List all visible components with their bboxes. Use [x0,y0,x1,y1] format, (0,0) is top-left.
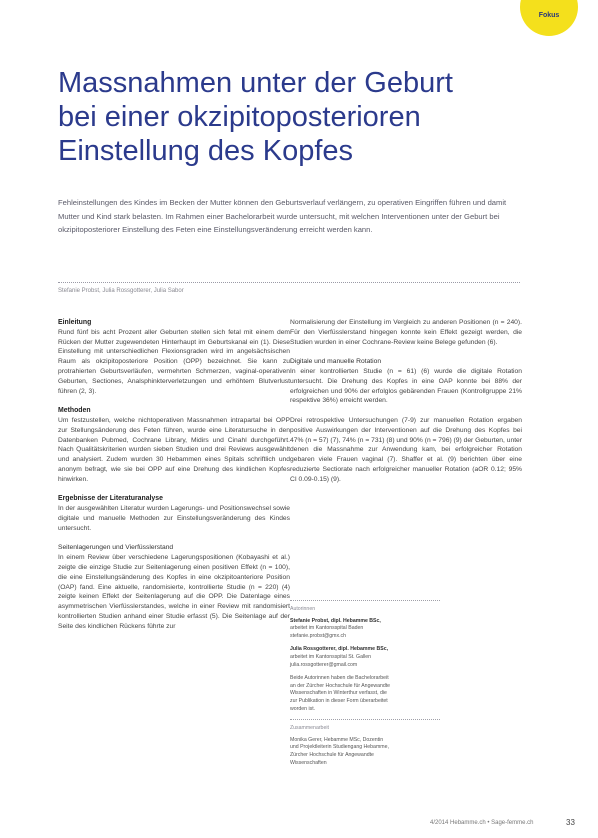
coauthor-divider [290,719,440,720]
coauthor-detail: Wissenschaften [290,759,327,766]
author-detail: Wissenschaften in Winterthur verfasst, die [290,690,387,697]
author-name: Stefanie Probst, dipl. Hebamme BSc, [290,617,381,624]
coauthor-detail: Zürcher Hochschule für Angewandte [290,751,374,758]
right-col-paragraph: Drei retrospektive Untersuchungen (7-9) zur manuellen Rotation ergaben positive Auswirkungen der Interventionen auf die Drehung des Kopfes bei 47% (n = 57) (7), 74% (n = 731) (8) und 90% (n = 796) (9) der Geburten, unter denen die Massnahme zur Anwendung kam, bei erfolgreicher Rotation gebaren viele Frauen vaginal (7). Shaffer et al. (9) berichten über eine reduzierte Sectiorate nach erfolgreicher manueller Rotation (aOR 0.12; 95% CI 0.09-0.15) (9). [290,416,522,483]
author-box-divider [290,600,440,601]
author-detail: julia.rossgotterer@gmail.com [290,661,358,668]
title-line-2: bei einer okzipitoposterioren [58,101,421,133]
right-col-paragraph: Normalisierung der Einstellung im Vergleich zu anderen Positionen (n = 240). Für den Vierfüsslerstand hingegen konnte kein Effekt gezeigt werden, die Studien wurden in einer Cochrane-Review keine Belege gefunden (6). [290,319,522,346]
right-column [290,318,522,494]
coauthor-detail: Monika Gerer, Hebamme MSc, Dozentin [290,736,384,743]
author-detail: arbeitet im Kantonsspital Baden [290,625,364,632]
author-detail: Beide Autorinnen haben die Bachelorarbeit [290,675,389,682]
author-detail: zur Publikation in dieser Form überarbeitet [290,697,388,704]
author-box-heading: Autorinnen [290,606,316,612]
left-col-paragraph: In einem Review über verschiedene Lagerungspositionen (Kobayashi et al.) zeigte die einzige Studie zur Seitenlagerung einen positiven Effekt (n = 100), die eine Einstellungsänderung des Kopfes in eine okzipitoanteriore Position (OAP) fand. Eine aktuelle, randomisierte, kontrollierte Studie (n = 220) (4) zeigte keinen Effekt der Seitenlagerung auf die OPP. Die Datenlage eines asymmetrischen Vierfüsslerstandes, welche in einer Review mit randomisiert kontrollierten Studien anhand einer Studie erfasst (5). Die Seitenlage auf der Seite des kindlichen Rückens führte zur [58,554,290,630]
title-line-1: Massnahmen unter der Geburt [58,67,453,99]
coauthor-lines [290,737,440,767]
author-detail: arbeitet im Kantonsspital St. Gallen [290,653,372,660]
author-box [290,600,440,767]
article-lead: Fehleinstellungen des Kindes im Becken der Mutter können den Geburtsverlauf verlängern, zu operativen Eingriffen führen und damit Mutter und Kind stark belasten. Im Rahmen einer Bachelorarbeit wurde untersucht, mit welchen Interventionen unter der Geburt bei okzipitoposteriorer Einstellung des Feten eine Einstellungsveränderung erreicht werden kann. [58,198,507,235]
section-badge [520,0,578,36]
author-detail: worden ist. [290,705,316,712]
coauthor-detail: und Projektleiterin Studiengang Hebamme, [290,744,389,751]
author-detail: stefanie.probst@gmx.ch [290,632,347,639]
section-badge-label: Fokus [538,12,560,19]
left-col-heading: Einleitung [58,319,92,326]
author-name: Julia Rossgotterer, dipl. Hebamme BSc, [290,646,389,653]
title-line-3: Einstellung des Kopfes [58,135,354,167]
right-col-subheading: Digitale und manuelle Rotation [290,358,382,366]
left-col-heading: Methoden [58,407,91,415]
left-col-paragraph: Um festzustellen, welche nichtoperativen Massnahmen intrapartal bei OPP zur Stellungsänderung des Feten führen, wurde eine Literatursuche in den Datenbanken Pubmed, Cochrane Library, Midirs und Cinahl durchgeführt. Nach Qualitätskriterien wurden sieben Studien und drei Reviews ausgewählt und analysiert. Zudem wurden 30 Hebammen eines Spitals schriftlich und anonym befragt, wie sie bei OPP auf eine Drehung des kindlichen Kopfes hinwirken. [58,416,290,483]
coauthor-heading: Zusammenarbeit [290,725,329,732]
page-number: 33 [566,818,575,827]
author-detail: an der Zürcher Hochschule für Angewandte [290,682,391,689]
left-col-paragraph: In der ausgewählten Literatur wurden Lagerungs- und Positionswechsel sowie digitale und manuelle Methoden zur Einstellungsveränderung des Kindes untersucht. [58,505,290,532]
author-entry [290,618,440,641]
article-title [58,66,528,168]
byline: Stefanie Probst, Julia Rossgotterer, Julia Sabor [58,288,184,294]
author-entry [290,646,440,669]
left-col-heading: Ergebnisse der Literaturanalyse [58,495,163,503]
left-col-paragraph: Rund fünf bis acht Prozent aller Geburten stellen sich fetal mit einem dem Rücken der Mutter zugewendeten Hinterhaupt im Geburtskanal ein (1). Diese Einstellung mit unterschiedlichen Flexionsgraden wird im angelsächsischen Raum als okzipitoposteriore Position (OPP) bezeichnet. Sie kann zu protrahierten Geburtsverläufen, vermehrten Schmerzen, vaginal-operativen Geburten, Sectiones, Analsphinkterverletzungen und erhöhtem Blutverlust führen (2, 3). [58,328,290,395]
author-list [290,618,440,714]
right-col-paragraph: In einer kontrollierten Studie (n = 61) (6) wurde die digitale Rotation untersucht. Die Drehung des Kopfes in eine OAP konnte bei 88% der erfolgreichen und 90% der erfolglos gebärenden Frauen (Kontrollgruppe 21% respektive 36%) erreicht werden. [290,367,522,405]
divider [58,282,520,283]
left-col-subheading: Seitenlagerungen und Vierfüsslerstand [58,544,174,552]
author-entry [290,675,440,713]
footer-issue: 4/2014 Hebamme.ch • Sage-femme.ch [430,820,534,826]
left-column [58,318,290,641]
